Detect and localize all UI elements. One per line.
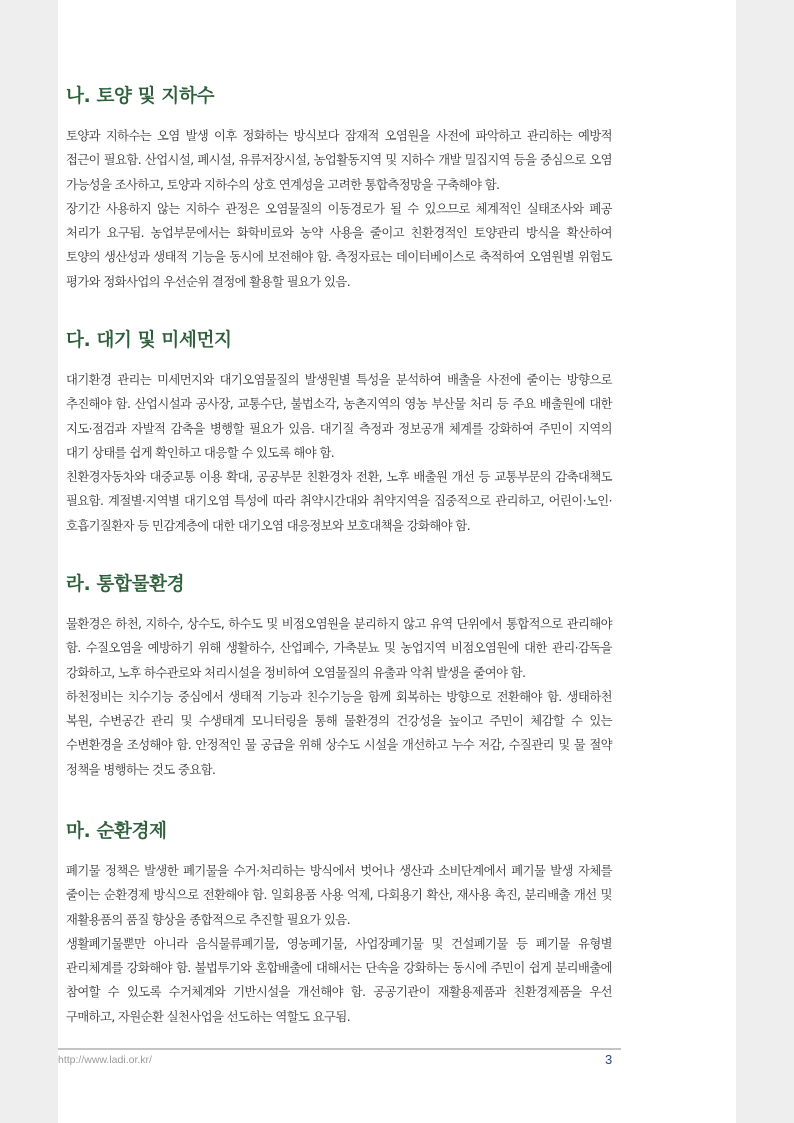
paragraph: 토양과 지하수는 오염 발생 이후 정화하는 방식보다 잠재적 오염원을 사전에 파악하고 관리하는 예방적 접근이 필요함. 산업시설, 폐시설, 유류저장시설, 농업활동지역 및 지하수 개발 밀집지역 등을 중심으로 오염 가능성을 조사하고, 토양과 지하수의 상호 연계성을 고려한 통합측정망을 구축해야 함. — [66, 129, 612, 192]
section-heading: 다. 대기 및 미세먼지 — [66, 330, 232, 351]
paragraph: 장기간 사용하지 않는 지하수 관정은 오염물질의 이동경로가 될 수 있으므로 체계적인 실태조사와 폐공 처리가 요구됨. 농업부문에서는 화학비료와 농약 사용을 줄이고 친환경적인 토양관리 방식을 확산하여 토양의 생산성과 생태적 기능을 동시에 보전해야 함. 측정자료는 데이터베이스로 축적하여 오염원별 위험도 평가와 정화사업의 우선순위 결정에 활용할 필요가 있음. — [66, 201, 612, 289]
section-body — [66, 859, 612, 1029]
section-body — [66, 612, 612, 782]
section-circular-economy — [66, 821, 612, 1029]
section-heading: 라. 통합물환경 — [66, 574, 185, 595]
paragraph: 친환경자동차와 대중교통 이용 확대, 공공부문 친환경차 전환, 노후 배출원 개선 등 교통부문의 감축대책도 필요함. 계절별·지역별 대기오염 특성에 따라 취약시간대와 취약지역을 집중적으로 관리하고, 어린이·노인·호흡기질환자 등 민감계층에 대한 대기오염 대응정보와 보호대책을 강화해야 함. — [66, 470, 612, 533]
paragraph: 생활폐기물뿐만 아니라 음식물류폐기물, 영농폐기물, 사업장폐기물 및 건설폐기물 등 폐기물 유형별 관리체계를 강화해야 함. 불법투기와 혼합배출에 대해서는 단속을 강화하는 동시에 주민이 쉽게 분리배출에 참여할 수 있도록 수거체계와 기반시설을 개선해야 함. 공공기관이 재활용제품과 친환경제품을 우선 구매하고, 자원순환 실천사업을 선도하는 역할도 요구됨. — [66, 936, 612, 1024]
paragraph: 물환경은 하천, 지하수, 상수도, 하수도 및 비점오염원을 분리하지 않고 유역 단위에서 통합적으로 관리해야 함. 수질오염을 예방하기 위해 생활하수, 산업폐수, 가축분뇨 및 농업지역 비점오염원에 대한 관리·감독을 강화하고, 노후 하수관로와 처리시설을 정비하여 오염물질의 유출과 악취 발생을 줄여야 함. — [66, 617, 612, 680]
footer-url[interactable]: http://www.ladi.or.kr/ — [58, 1054, 152, 1066]
section-body — [66, 124, 612, 294]
section-heading: 나. 토양 및 지하수 — [66, 86, 215, 107]
section-air-fine-dust — [66, 330, 612, 538]
section-heading: 마. 순환경제 — [66, 821, 167, 842]
section-integrated-water — [66, 574, 612, 782]
section-body — [66, 368, 612, 538]
section-soil-groundwater — [66, 86, 612, 294]
footer-divider — [58, 1048, 621, 1050]
paragraph: 하천정비는 치수기능 중심에서 생태적 기능과 친수기능을 함께 회복하는 방향으로 전환해야 함. 생태하천 복원, 수변공간 관리 및 수생태계 모니터링을 통해 물환경의 건강성을 높이고 주민이 체감할 수 있는 수변환경을 조성해야 함. 안정적인 물 공급을 위해 상수도 시설을 개선하고 누수 저감, 수질관리 및 물 절약 정책을 병행하는 것도 중요함. — [66, 689, 612, 777]
page-number: 3 — [605, 1052, 613, 1067]
paragraph: 폐기물 정책은 발생한 폐기물을 수거·처리하는 방식에서 벗어나 생산과 소비단계에서 폐기물 발생 자체를 줄이는 순환경제 방식으로 전환해야 함. 일회용품 사용 억제, 다회용기 확산, 재사용 촉진, 분리배출 개선 및 재활용품의 품질 향상을 종합적으로 추진할 필요가 있음. — [66, 864, 612, 927]
paragraph: 대기환경 관리는 미세먼지와 대기오염물질의 발생원별 특성을 분석하여 배출을 사전에 줄이는 방향으로 추진해야 함. 산업시설과 공사장, 교통수단, 불법소각, 농촌지역의 영농 부산물 처리 등 주요 배출원에 대한 지도·점검과 자발적 감축을 병행할 필요가 있음. 대기질 측정과 정보공개 체계를 강화하여 주민이 지역의 대기 상태를 쉽게 확인하고 대응할 수 있도록 해야 함. — [66, 373, 612, 460]
